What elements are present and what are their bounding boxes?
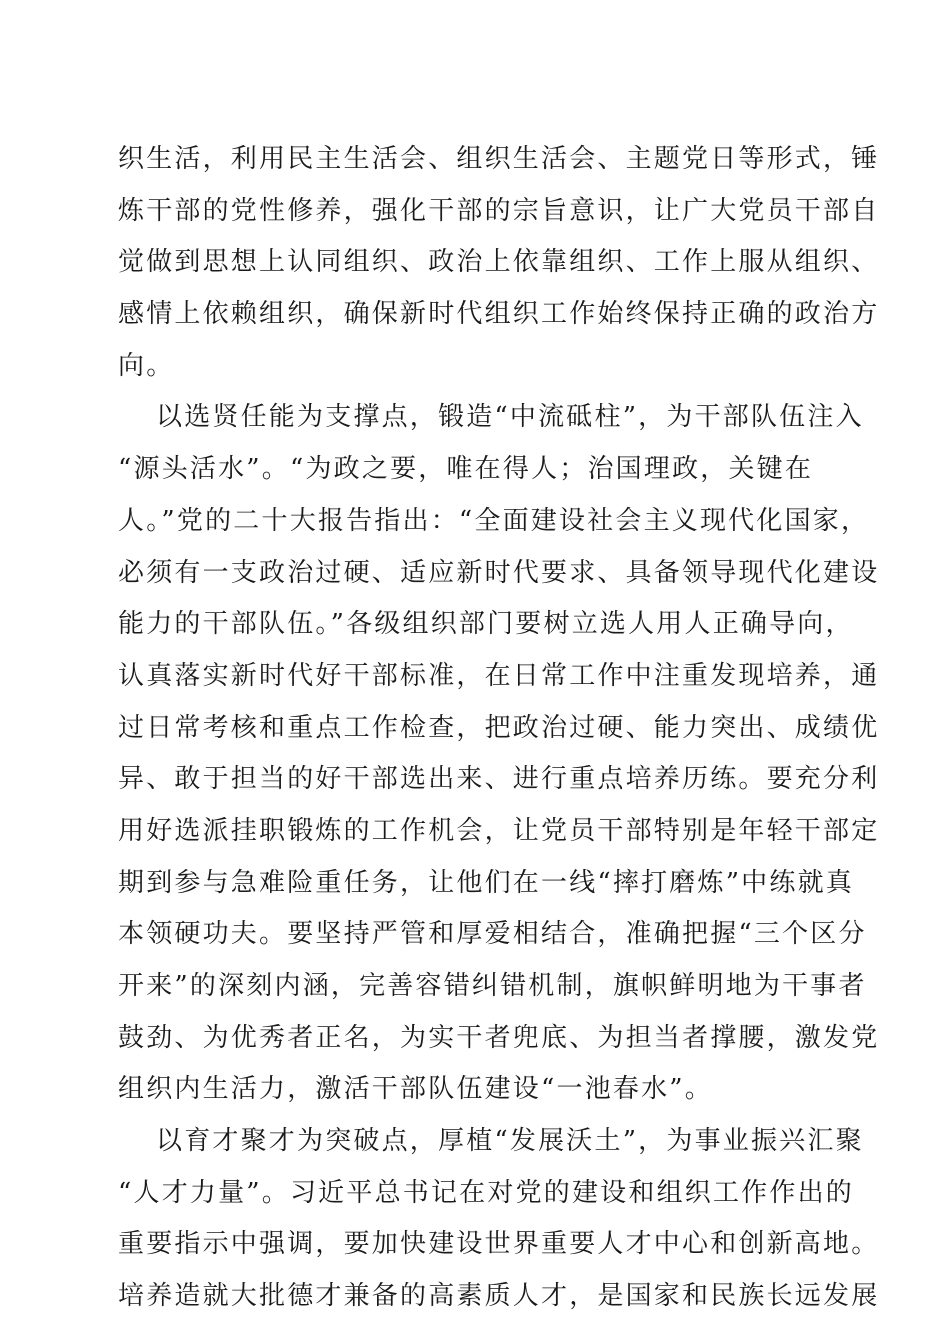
- text-line: “人才力量”。习近平总书记在对党的建设和组织工作作出的: [118, 1177, 854, 1208]
- text-line: 人。”党的二十大报告指出：“全面建设社会主义现代化国家，: [118, 505, 870, 536]
- text-line: 期到参与急难险重任务，让他们在一线“摔打磨炼”中练就真: [118, 867, 854, 898]
- text-line: 必须有一支政治过硬、适应新时代要求、具备领导现代化建设: [118, 557, 880, 588]
- text-line: 过日常考核和重点工作检查，把政治过硬、能力突出、成绩优: [118, 712, 880, 743]
- text-line: 鼓劲、为优秀者正名，为实干者兜底、为担当者撑腰，激发党: [118, 1022, 880, 1053]
- body-text: [118, 134, 880, 1323]
- text-line: 炼干部的党性修养，强化干部的宗旨意识，让广大党员干部自: [118, 195, 880, 226]
- paragraph-first-line: 以育才聚才为突破点，厚植“发展沃土”，为事业振兴汇聚: [156, 1126, 864, 1157]
- text-line: 用好选派挂职锻炼的工作机会，让党员干部特别是年轻干部定: [118, 815, 880, 846]
- text-line: 能力的干部队伍。”各级组织部门要树立选人用人正确导向，: [118, 609, 854, 640]
- text-line: 织生活，利用民主生活会、组织生活会、主题党日等形式，锤: [118, 144, 880, 174]
- paragraph-first-line: 以选贤任能为支撑点，锻造“中流砥柱”，为干部队伍注入: [156, 402, 864, 433]
- text-line: 异、敢于担当的好干部选出来、进行重点培养历练。要充分利: [118, 764, 880, 795]
- text-line: 开来”的深刻内涵，完善容错纠错机制，旗帜鲜明地为干事者: [118, 971, 867, 1001]
- text-line: 重要指示中强调，要加快建设世界重要人才中心和创新高地。: [118, 1229, 880, 1260]
- text-line: 培养造就大批德才兼备的高素质人才，是国家和民族长远发展: [118, 1281, 880, 1312]
- text-line: “源头活水”。“为政之要，唯在得人；治国理政，关键在: [118, 454, 814, 485]
- text-line: 认真落实新时代好干部标准，在日常工作中注重发现培养，通: [118, 660, 880, 691]
- text-line: 本领硬功夫。要坚持严管和厚爱相结合，准确把握“三个区分: [118, 919, 867, 950]
- text-line: 感情上依赖组织，确保新时代组织工作始终保持正确的政治方: [118, 299, 880, 330]
- text-line: 向。: [118, 350, 175, 381]
- text-line: 组织内生活力，激活干部队伍建设“一池春水”。: [118, 1074, 713, 1105]
- text-line: 觉做到思想上认同组织、政治上依靠组织、工作上服从组织、: [118, 247, 880, 278]
